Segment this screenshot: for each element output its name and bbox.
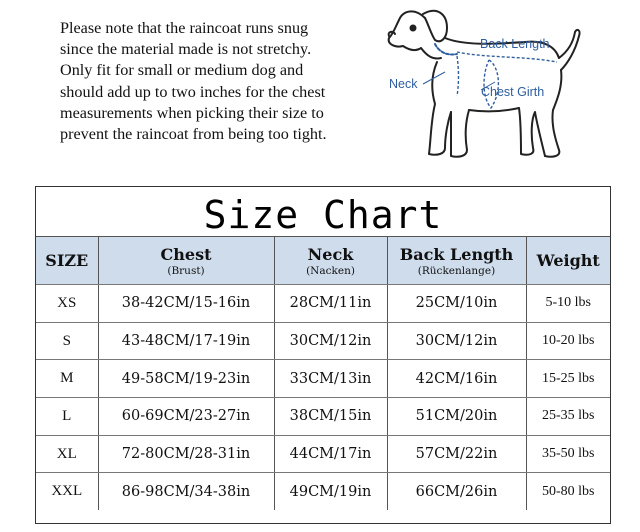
header-row — [36, 237, 610, 285]
size-header: SIZE — [36, 237, 98, 285]
weight-header: Weight — [526, 237, 610, 285]
size-cell: M — [36, 360, 98, 398]
weight-cell: 10-20 lbs — [526, 322, 610, 360]
neck-cell: 30CM/12in — [274, 322, 387, 360]
back-length-label: Back Length — [480, 37, 550, 51]
size-cell: XL — [36, 435, 98, 473]
chest-girth-label: Chest Girth — [481, 85, 545, 99]
back-length-cell: 66CM/26in — [387, 473, 526, 510]
neck-cell: 49CM/19in — [274, 473, 387, 510]
weight-cell: 25-35 lbs — [526, 398, 610, 436]
weight-cell: 50-80 lbs — [526, 473, 610, 510]
size-table — [36, 236, 610, 510]
table-row — [36, 398, 610, 436]
neck-cell: 44CM/17in — [274, 435, 387, 473]
neck-cell: 33CM/13in — [274, 360, 387, 398]
back-length-cell: 30CM/12in — [387, 322, 526, 360]
chest-cell: 86-98CM/34-38in — [98, 473, 274, 510]
chest-cell: 49-58CM/19-23in — [98, 360, 274, 398]
note-line: measurements when picking their size to — [60, 103, 324, 122]
back-length-cell: 25CM/10in — [387, 285, 526, 323]
neck-label: Neck — [389, 77, 418, 91]
neck-header: Neck (Nacken) — [274, 237, 387, 285]
fit-note — [60, 18, 380, 145]
note-line: Only fit for small or medium dog and — [60, 61, 304, 80]
weight-cell: 5-10 lbs — [526, 285, 610, 323]
size-chart — [35, 186, 611, 524]
chest-cell: 60-69CM/23-27in — [98, 398, 274, 436]
neck-cell: 38CM/15in — [274, 398, 387, 436]
neck-cell: 28CM/11in — [274, 285, 387, 323]
table-row — [36, 360, 610, 398]
note-line: prevent the raincoat from being too tight. — [60, 125, 327, 144]
back-length-cell: 57CM/22in — [387, 435, 526, 473]
note-line: Please note that the raincoat runs snug — [60, 19, 309, 37]
size-cell: XS — [36, 285, 98, 323]
chest-cell: 38-42CM/15-16in — [98, 285, 274, 323]
weight-cell: 35-50 lbs — [526, 435, 610, 473]
size-cell: S — [36, 322, 98, 360]
back-length-header: Back Length (Rückenlange) — [387, 237, 526, 285]
table-row — [36, 435, 610, 473]
chest-cell: 72-80CM/28-31in — [98, 435, 274, 473]
size-cell: XXL — [36, 473, 98, 510]
dog-measurement-diagram — [385, 0, 595, 170]
note-line: should add up to two inches for the chest — [60, 82, 326, 101]
table-row — [36, 473, 610, 510]
back-length-cell: 51CM/20in — [387, 398, 526, 436]
weight-cell: 15-25 lbs — [526, 360, 610, 398]
chest-header: Chest (Brust) — [98, 237, 274, 285]
back-length-cell: 42CM/16in — [387, 360, 526, 398]
table-row — [36, 322, 610, 360]
note-line: since the material made is not stretchy. — [60, 40, 312, 59]
table-row — [36, 285, 610, 323]
size-cell: L — [36, 398, 98, 436]
chest-cell: 43-48CM/17-19in — [98, 322, 274, 360]
chart-title: Size Chart — [203, 193, 443, 237]
